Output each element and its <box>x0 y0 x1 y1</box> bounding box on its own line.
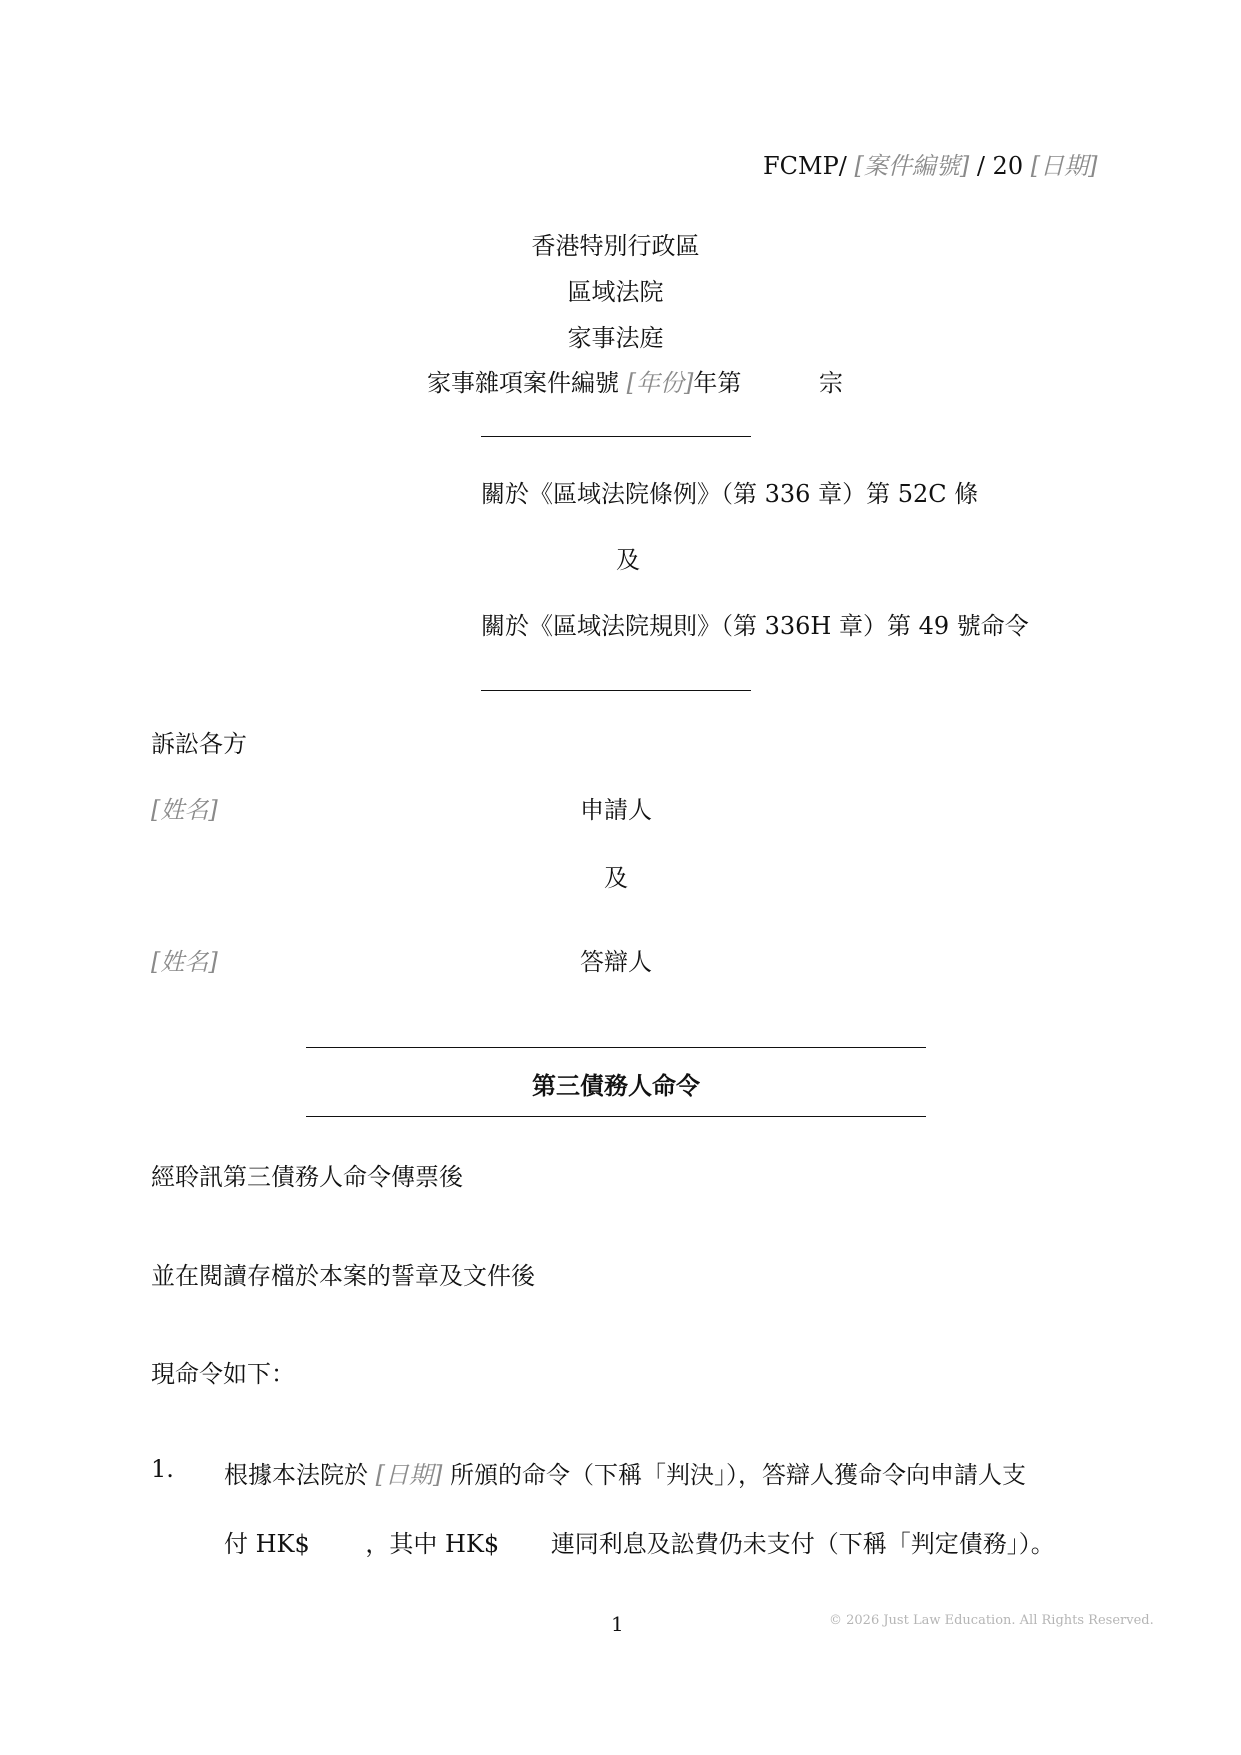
item-1-text-c: 連同利息及訟費仍未支付（下稱「判定債務」）。 <box>550 1530 1055 1558</box>
respondent-name-placeholder: [姓名] <box>151 948 218 976</box>
title-rule-top <box>306 1047 926 1048</box>
page-number: 1 <box>611 1612 624 1636</box>
court-line-1: 香港特別行政區 <box>531 232 700 260</box>
statute-line-2: 關於《區域法院規則》（第 336H 章）第 49 號命令 <box>481 612 1029 640</box>
applicant-role: 申請人 <box>580 796 652 824</box>
court-line-2: 區域法院 <box>567 278 664 306</box>
case-line-end: 宗 <box>819 369 844 397</box>
body-paragraph-2: 並在閱讀存檔於本案的誓章及文件後 <box>151 1262 535 1290</box>
order-title: 第三債務人命令 <box>532 1071 700 1100</box>
case-number-placeholder: [案件編號] <box>854 152 970 180</box>
case-line-prefix: 家事雜項案件編號 <box>427 369 619 397</box>
case-date-placeholder: [日期] <box>1030 152 1098 180</box>
year-placeholder: [年份] <box>626 369 694 397</box>
case-number-line <box>427 363 843 398</box>
item-1-amount-a: 付 HK$ <box>224 1530 310 1558</box>
divider-bottom <box>481 690 751 691</box>
respondent-role: 答辯人 <box>580 948 652 976</box>
case-line-mid: 年第 <box>693 369 742 397</box>
applicant-name-placeholder: [姓名] <box>151 796 218 824</box>
item-1-line-1 <box>224 1455 1026 1490</box>
item-1-date-placeholder: [日期] <box>375 1461 443 1489</box>
body-paragraph-3: 現命令如下： <box>151 1360 295 1388</box>
case-ref-prefix: FCMP/ <box>763 152 847 180</box>
copyright-notice: © 2026 Just Law Education. All Rights Reserved. <box>829 1613 1154 1628</box>
divider-top <box>481 436 751 437</box>
title-rule-bottom <box>306 1116 926 1117</box>
statute-line-1: 關於《區域法院條例》（第 336 章）第 52C 條 <box>481 480 979 508</box>
body-paragraph-1: 經聆訊第三債務人命令傳票後 <box>151 1163 463 1191</box>
case-reference <box>763 146 1097 181</box>
court-line-3: 家事法庭 <box>567 324 664 352</box>
item-1-text-a: 根據本法院於 <box>224 1461 368 1489</box>
parties-and: 及 <box>604 864 628 892</box>
item-1-text-b: 所頒的命令（下稱「判決」），答辯人獲命令向申請人支 <box>450 1461 1027 1489</box>
item-1-line-2 <box>224 1524 1055 1559</box>
case-ref-middle: / 20 <box>976 152 1024 180</box>
item-1-amount-b: ，其中 HK$ <box>365 1530 500 1558</box>
parties-heading: 訴訟各方 <box>151 730 247 758</box>
item-1-number: 1. <box>151 1455 174 1483</box>
statute-and: 及 <box>616 546 640 574</box>
